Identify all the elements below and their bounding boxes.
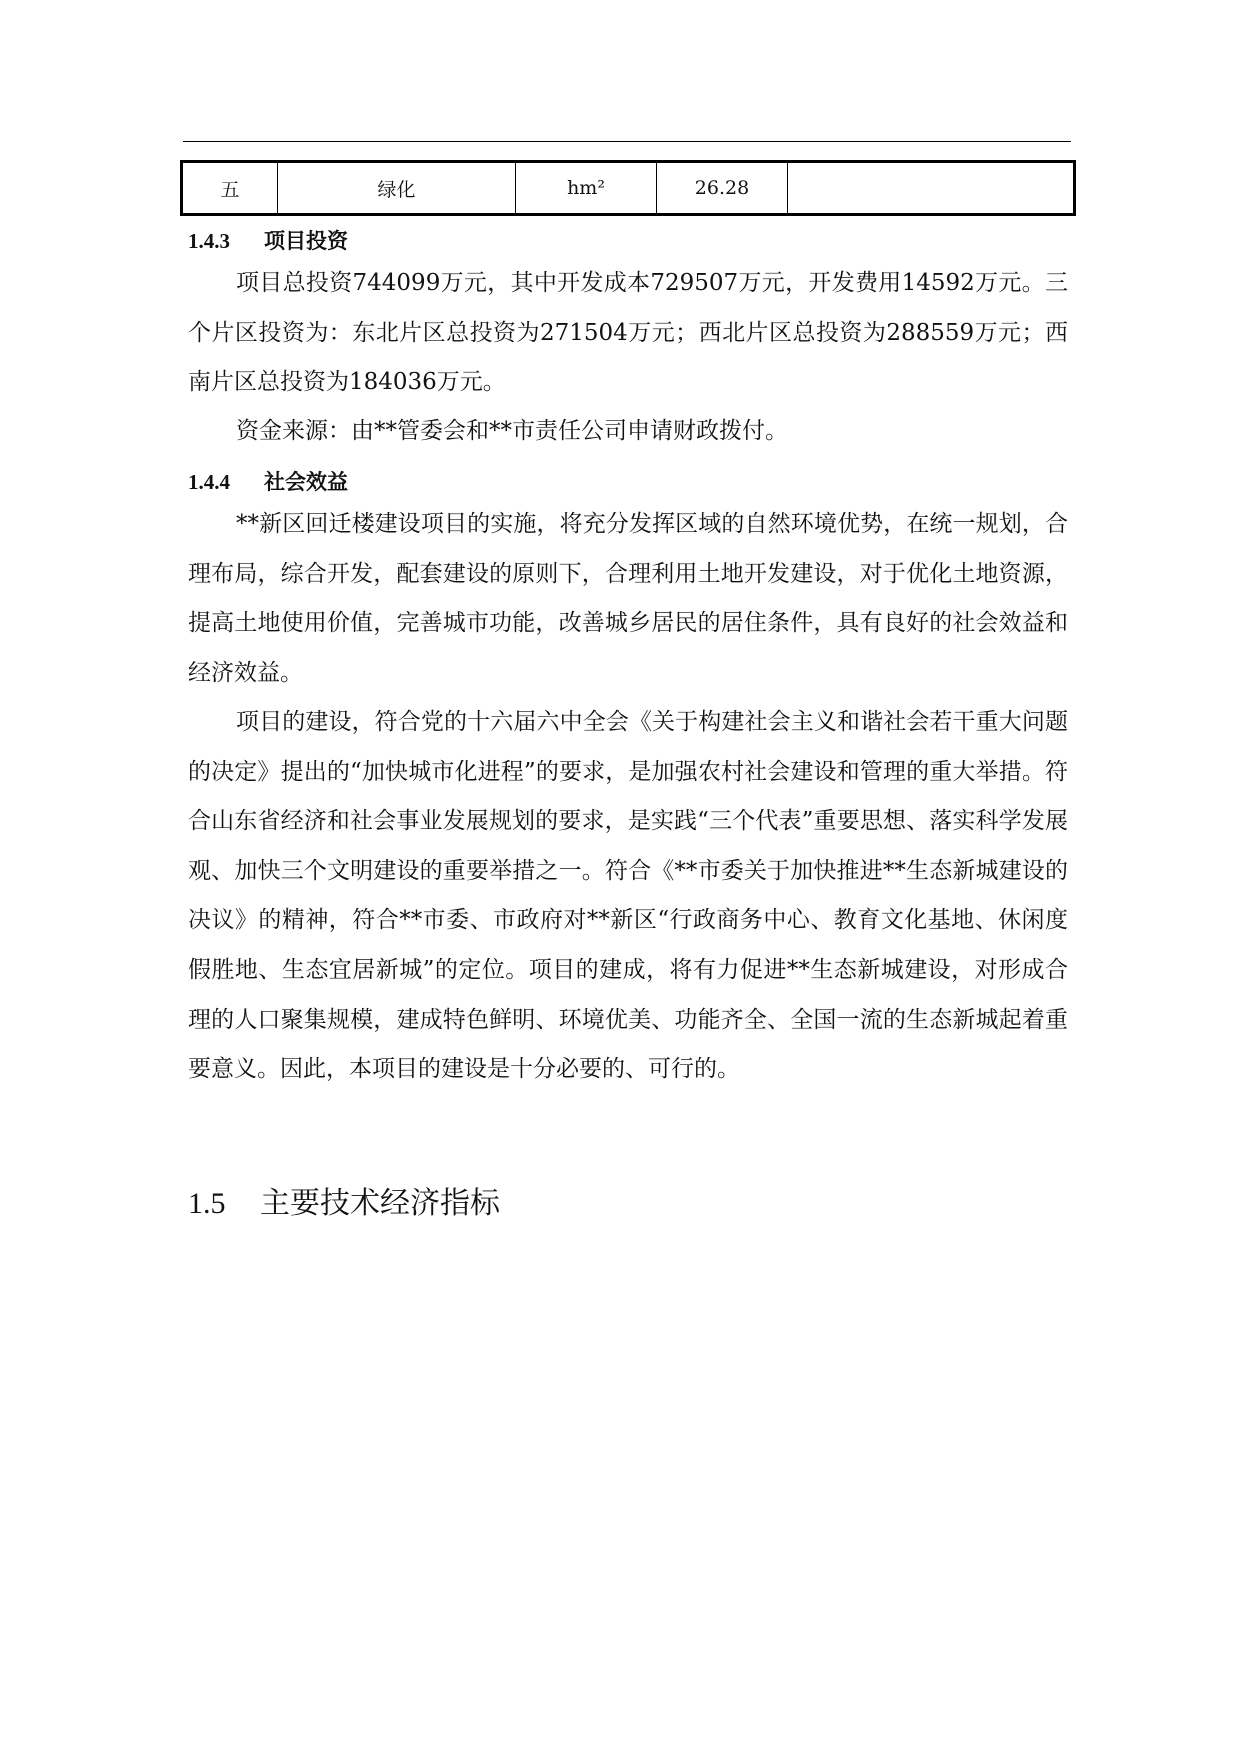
section-number: 1.5 (188, 1187, 226, 1220)
section-number: 1.4.3 (188, 229, 230, 253)
table-row (182, 162, 1075, 215)
table-cell-note (788, 162, 1075, 215)
summary-table (180, 160, 1076, 216)
paragraph-funding: 资金来源：由**管委会和**市责任公司申请财政拨付。 (236, 418, 788, 444)
paragraph-benefits-1: **新区回迁楼建设项目的实施，将充分发挥区域的自然环境优势，在统一规划，合理布局，综合开发，配套建设的原则下，合理利用土地开发建设，对于优化土地资源，提高土地使用价值，完善城市功能，改善城乡居民的居住条件，具有良好的社会效益和经济效益。 (188, 511, 1068, 686)
header-rule (183, 141, 1071, 142)
table-cell-value: 26.28 (657, 162, 788, 215)
paragraph-investment: 项目总投资744099万元，其中开发成本729507万元，开发费用14592万元。三个片区投资为：东北片区总投资为271504万元；西北片区总投资为288559万元；西南片区总投资为184036万元。 (188, 270, 1068, 396)
section-title: 社会效益 (264, 469, 348, 494)
table-cell-unit: hm² (516, 162, 657, 215)
section-heading-1-5 (188, 1178, 500, 1222)
section-title: 项目投资 (264, 228, 348, 253)
table-cell-item: 绿化 (278, 162, 516, 215)
table-cell-index: 五 (182, 162, 278, 215)
section-heading-1-4-3 (188, 225, 348, 255)
paragraph-benefits-2: 项目的建设，符合党的十六届六中全会《关于构建社会主义和谐社会若干重大问题的决定》提出的“加快城市化进程”的要求，是加强农村社会建设和管理的重大举措。符合山东省经济和社会事业发展规划的要求，是实践“三个代表”重要思想、落实科学发展观、加快三个文明建设的重要举措之一。符合《**市委关于加快推进**生态新城建设的决议》的精神，符合**市委、市政府对**新区“行政商务中心、教育文化基地、休闲度假胜地、生态宜居新城”的定位。项目的建成，将有力促进**生态新城建设，对形成合理的人口聚集规模，建成特色鲜明、环境优美、功能齐全、全国一流的生态新城起着重要意义。因此，本项目的建设是十分必要的、可行的。 (188, 709, 1068, 1083)
section-heading-1-4-4 (188, 466, 348, 496)
section-title: 主要技术经济指标 (260, 1186, 500, 1221)
section-number: 1.4.4 (188, 470, 230, 494)
